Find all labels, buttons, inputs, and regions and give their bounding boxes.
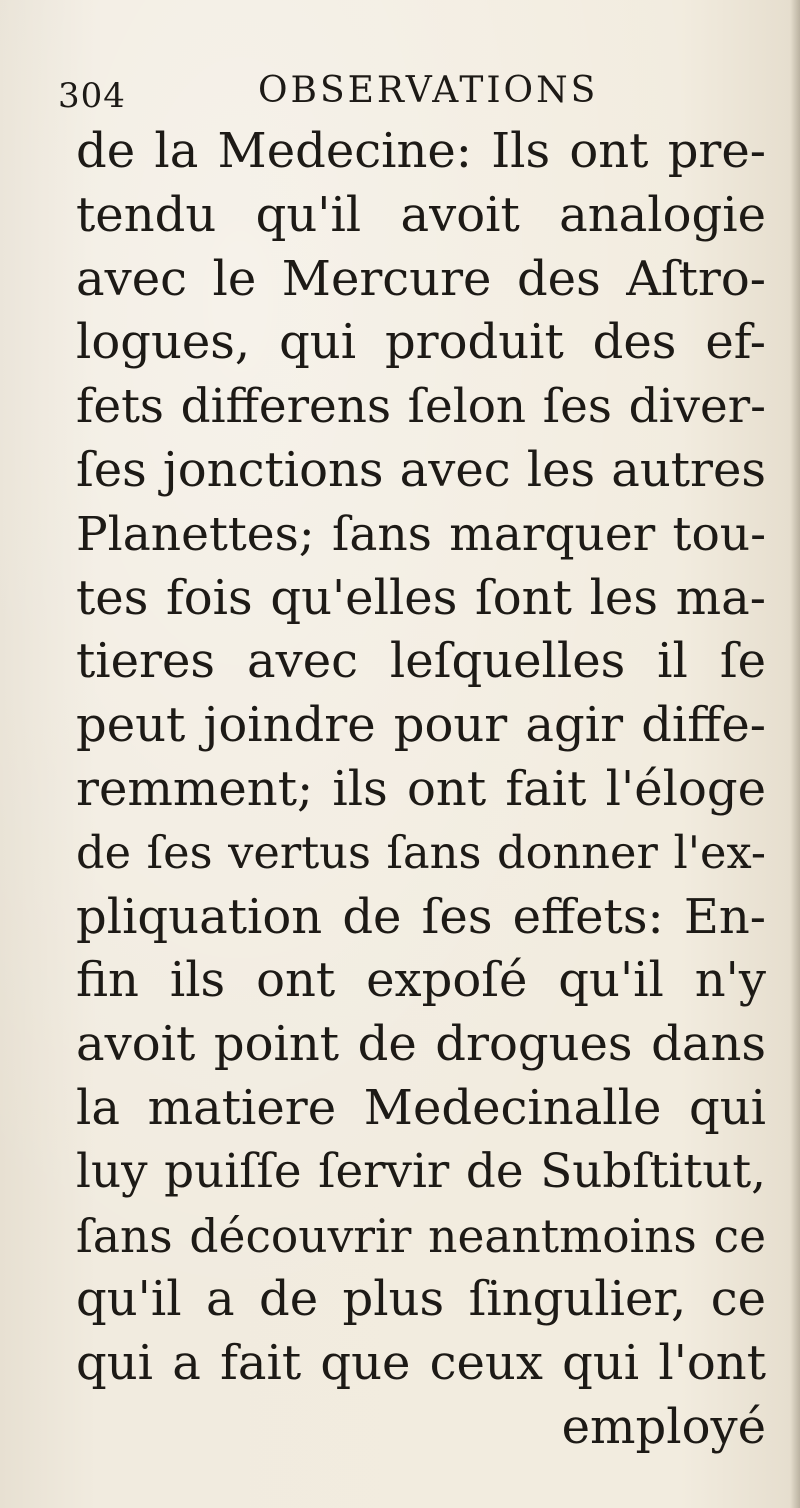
- text-line: tieres avec leſquelles il ſe: [76, 633, 766, 690]
- text-line: qu'il a de plus ſingulier, ce: [76, 1271, 766, 1328]
- text-line: remment; ils ont fait l'éloge: [76, 760, 766, 817]
- text-line: Planettes; ſans marquer tou-: [76, 506, 766, 562]
- text-line: avoit point de drogues dans: [76, 1016, 766, 1073]
- text-line: tendu qu'il avoit analogie: [76, 186, 766, 243]
- text-line: de ſes vertus ſans donner l'ex-: [76, 826, 766, 879]
- text-line: avec le Mercure des Aſtro-: [76, 250, 766, 307]
- text-line: de la Medecine: Ils ont pre-: [76, 123, 766, 179]
- text-line: qui a fait que ceux qui l'ont: [76, 1335, 766, 1392]
- text-line: la matiere Medecinalle qui: [76, 1079, 766, 1136]
- page-header: [58, 68, 758, 116]
- text-line: fets differens ſelon ſes diver-: [76, 379, 766, 435]
- running-head: OBSERVATIONS: [258, 70, 599, 111]
- text-line: tes fois qu'elles ſont les ma-: [76, 569, 766, 626]
- text-line: ſes jonctions avec les autres: [76, 441, 766, 498]
- text-line: peut joindre pour agir diffe-: [76, 697, 766, 754]
- text-line: logues, qui produit des ef-: [76, 314, 766, 371]
- text-line: fin ils ont expoſé qu'il n'y: [76, 952, 766, 1009]
- body-text: [76, 120, 766, 1460]
- page-number: 304: [58, 76, 126, 116]
- text-line: pliquation de ſes effets: En-: [76, 888, 766, 945]
- text-line: ſans découvrir neantmoins ce: [76, 1209, 766, 1263]
- catchword: employé: [561, 1398, 766, 1455]
- text-line: luy puiſſe ſervir de Subſtitut,: [76, 1144, 766, 1199]
